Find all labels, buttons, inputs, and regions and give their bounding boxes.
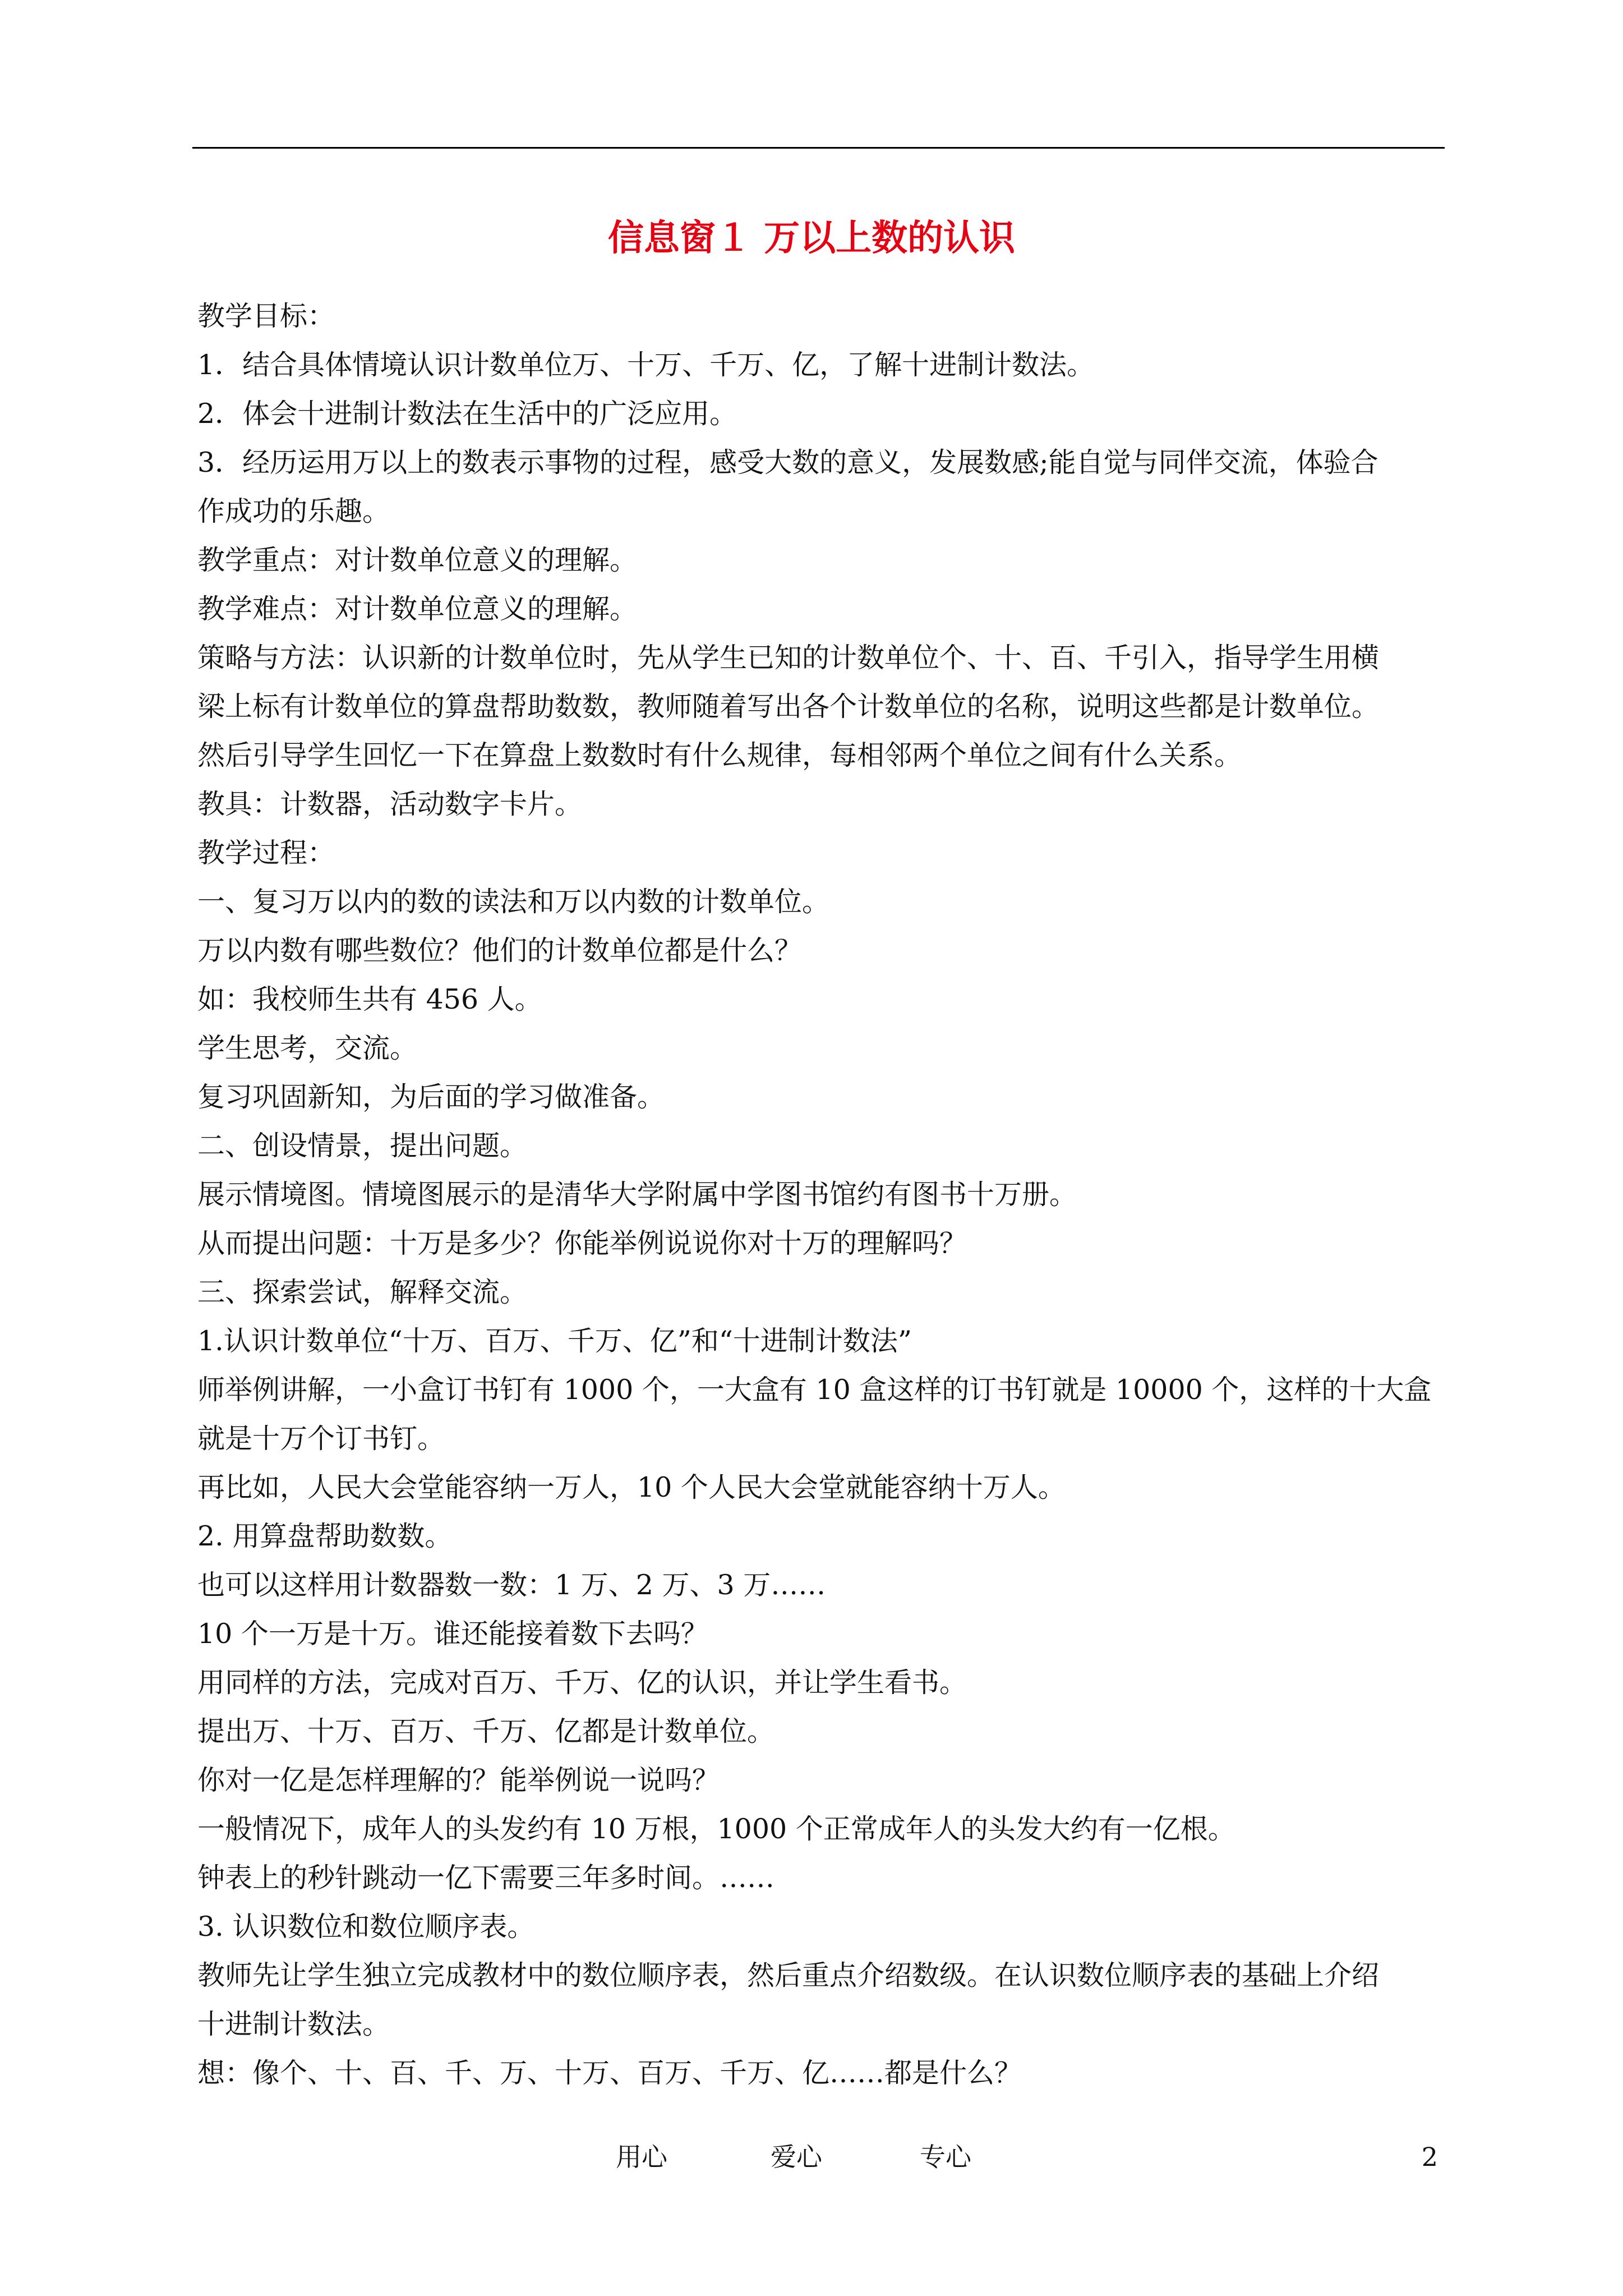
body-line: 三、探索尝试，解释交流。 — [197, 1276, 528, 1308]
body-line: 3. 认识数位和数位顺序表。 — [197, 1911, 535, 1943]
body-line: 用同样的方法，完成对百万、千万、亿的认识，并让学生看书。 — [197, 1667, 967, 1699]
footer-word: 专心 — [920, 2142, 971, 2172]
footer-word: 用心 — [616, 2142, 667, 2172]
body-line: 2. 用算盘帮助数数。 — [197, 1520, 453, 1552]
body-line: 一、复习万以内的数的读法和万以内数的计数单位。 — [197, 886, 830, 918]
body-line: 也可以这样用计数器数一数：1 万、2 万、3 万…… — [197, 1569, 826, 1601]
body-line: 十进制计数法。 — [197, 2008, 390, 2040]
body-line: 钟表上的秒针跳动一亿下需要三年多时间。…… — [197, 1862, 775, 1894]
page-footer — [0, 2137, 1623, 2177]
body-line: 教学难点：对计数单位意义的理解。 — [197, 593, 638, 625]
footer-word: 爱心 — [771, 2142, 822, 2172]
page-number: 2 — [1421, 2142, 1438, 2172]
body-line: 2．体会十进制计数法在生活中的广泛应用。 — [197, 398, 737, 430]
body-line: 教学重点：对计数单位意义的理解。 — [197, 544, 638, 576]
body-line: 10 个一万是十万。谁还能接着数下去吗？ — [197, 1618, 708, 1650]
body-line: 展示情境图。情境图展示的是清华大学附属中学图书馆约有图书十万册。 — [197, 1179, 1077, 1211]
body-line: 3．经历运用万以上的数表示事物的过程，感受大数的意义，发展数感;能自觉与同伴交流，体验合 — [197, 447, 1378, 478]
body-line: 复习巩固新知，为后面的学习做准备。 — [197, 1081, 665, 1113]
body-line: 如：我校师生共有 456 人。 — [197, 983, 542, 1015]
body-line: 教学目标： — [197, 300, 335, 332]
body-line: 1．结合具体情境认识计数单位万、十万、千万、亿，了解十进制计数法。 — [197, 349, 1095, 381]
body-line: 想：像个、十、百、千、万、十万、百万、千万、亿……都是什么？ — [197, 2057, 1022, 2089]
body-line: 再比如，人民大会堂能容纳一万人，10 个人民大会堂就能容纳十万人。 — [197, 1471, 1066, 1503]
header-rule — [192, 147, 1445, 149]
body-line: 策略与方法：认识新的计数单位时，先从学生已知的计数单位个、十、百、千引入，指导学生用横 — [197, 642, 1380, 674]
body-line: 教学过程： — [197, 837, 335, 869]
body-line: 师举例讲解，一小盒订书钉有 1000 个，一大盒有 10 盒这样的订书钉就是 10000 个，这样的十大盒 — [197, 1374, 1432, 1406]
document-title: 信息窗１ 万以上数的认识 — [607, 217, 1016, 259]
body-line: 1.认识计数单位“十万、百万、千万、亿”和“十进制计数法” — [197, 1325, 912, 1357]
document-body — [197, 292, 1440, 2097]
body-line: 就是十万个订书钉。 — [197, 1423, 445, 1455]
body-line: 学生思考，交流。 — [197, 1032, 418, 1064]
body-line: 教师先让学生独立完成教材中的数位顺序表，然后重点介绍数级。在认识数位顺序表的基础上介绍 — [197, 1959, 1380, 1991]
body-line: 你对一亿是怎样理解的？能举例说一说吗？ — [197, 1764, 720, 1796]
body-line: 教具：计数器，活动数字卡片。 — [197, 788, 583, 820]
body-line: 然后引导学生回忆一下在算盘上数数时有什么规律，每相邻两个单位之间有什么关系。 — [197, 739, 1242, 771]
body-line: 万以内数有哪些数位？他们的计数单位都是什么？ — [197, 935, 803, 967]
body-line: 梁上标有计数单位的算盘帮助数数，教师随着写出各个计数单位的名称，说明这些都是计数单位。 — [197, 691, 1380, 723]
body-line: 从而提出问题：十万是多少？你能举例说说你对十万的理解吗？ — [197, 1227, 967, 1259]
body-line: 作成功的乐趣。 — [197, 495, 390, 527]
body-line: 提出万、十万、百万、千万、亿都是计数单位。 — [197, 1715, 775, 1747]
body-line: 一般情况下，成年人的头发约有 10 万根，1000 个正常成年人的头发大约有一亿根。 — [197, 1813, 1235, 1845]
body-line: 二、创设情景，提出问题。 — [197, 1130, 528, 1162]
